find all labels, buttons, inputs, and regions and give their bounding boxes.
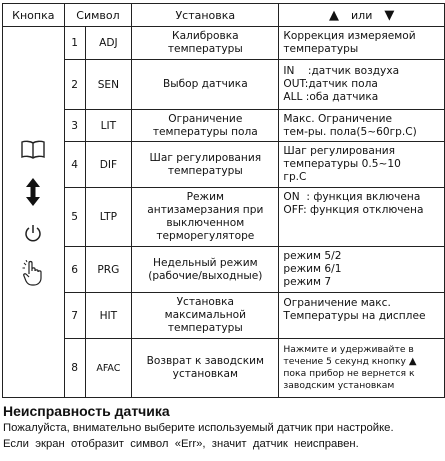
- row-number: 2: [64, 60, 85, 110]
- row-value: Коррекция измеряемой температуры: [279, 27, 445, 60]
- row-setting: Ограничение температуры пола: [132, 110, 279, 142]
- row-value: Нажмите и удерживайте в течение 5 секунд кнопку ▲ пока прибор не вернется к заводским установкам: [279, 339, 445, 398]
- header-setting: Установка: [132, 4, 279, 27]
- row-value: Макс. Ограничение тем-ры. пола(5~60гр.С): [279, 110, 445, 142]
- row-setting: Выбор датчика: [132, 60, 279, 110]
- table-row: [3, 247, 445, 293]
- row-value: ON : функция включена OFF: функция отключена: [279, 188, 445, 247]
- or-label: или: [351, 8, 373, 22]
- table-header-row: [3, 4, 445, 27]
- header-symbol: Символ: [64, 4, 132, 27]
- table-row: [3, 293, 445, 339]
- row-value: IN :датчик воздуха OUT:датчик пола ALL :оба датчика: [279, 60, 445, 110]
- row-symbol: LTP: [85, 188, 132, 247]
- row-number: 8: [64, 339, 85, 398]
- section-text: Пожалуйста, внимательно выберите используемый датчик при настройке. Если экран отобразит символ «Err», значит датчик неисправен.: [3, 422, 394, 450]
- updown-arrow-icon: [26, 178, 40, 206]
- row-symbol: PRG: [85, 247, 132, 293]
- row-setting: Шаг регулирования температуры: [132, 142, 279, 188]
- table-row: [3, 27, 445, 60]
- row-value: Шаг регулирования температуры 0.5~10 гр.С: [279, 142, 445, 188]
- row-number: 1: [64, 27, 85, 60]
- down-triangle-icon: ▼: [384, 7, 395, 23]
- settings-table: [2, 3, 445, 398]
- table-row: [3, 339, 445, 398]
- row-value: Ограничение макс. Температуры на дисплее: [279, 293, 445, 339]
- keys-column: [3, 27, 65, 398]
- hand-pointer-icon: [22, 260, 44, 286]
- section-title: Неисправность датчика: [3, 403, 170, 419]
- row-value: режим 5/2 режим 6/1 режим 7: [279, 247, 445, 293]
- table-row: [3, 60, 445, 110]
- row-setting: Режим антизамерзания при выключенном терморегуляторе: [132, 188, 279, 247]
- row-setting: Установка максимальной температуры: [132, 293, 279, 339]
- row-number: 6: [64, 247, 85, 293]
- row-number: 7: [64, 293, 85, 339]
- row-symbol: SEN: [85, 60, 132, 110]
- row-symbol: HIT: [85, 293, 132, 339]
- table-row: [3, 110, 445, 142]
- table-row: [3, 142, 445, 188]
- row-symbol: DIF: [85, 142, 132, 188]
- row-number: 3: [64, 110, 85, 142]
- row-symbol: AFAC: [85, 339, 132, 398]
- up-triangle-icon: ▲: [408, 356, 417, 367]
- row-setting: Недельный режим (рабочие/выходные): [132, 247, 279, 293]
- row-number: 5: [64, 188, 85, 247]
- row-setting: Возврат к заводским установкам: [132, 339, 279, 398]
- header-keys: Кнопка: [3, 4, 65, 27]
- row-symbol: ADJ: [85, 27, 132, 60]
- row-setting: Калибровка температуры: [132, 27, 279, 60]
- up-triangle-icon: ▲: [329, 7, 340, 23]
- book-icon: [20, 139, 46, 161]
- table-row: [3, 188, 445, 247]
- row-symbol: LIT: [85, 110, 132, 142]
- power-icon: [24, 223, 42, 243]
- header-arrows: [279, 4, 445, 27]
- row-number: 4: [64, 142, 85, 188]
